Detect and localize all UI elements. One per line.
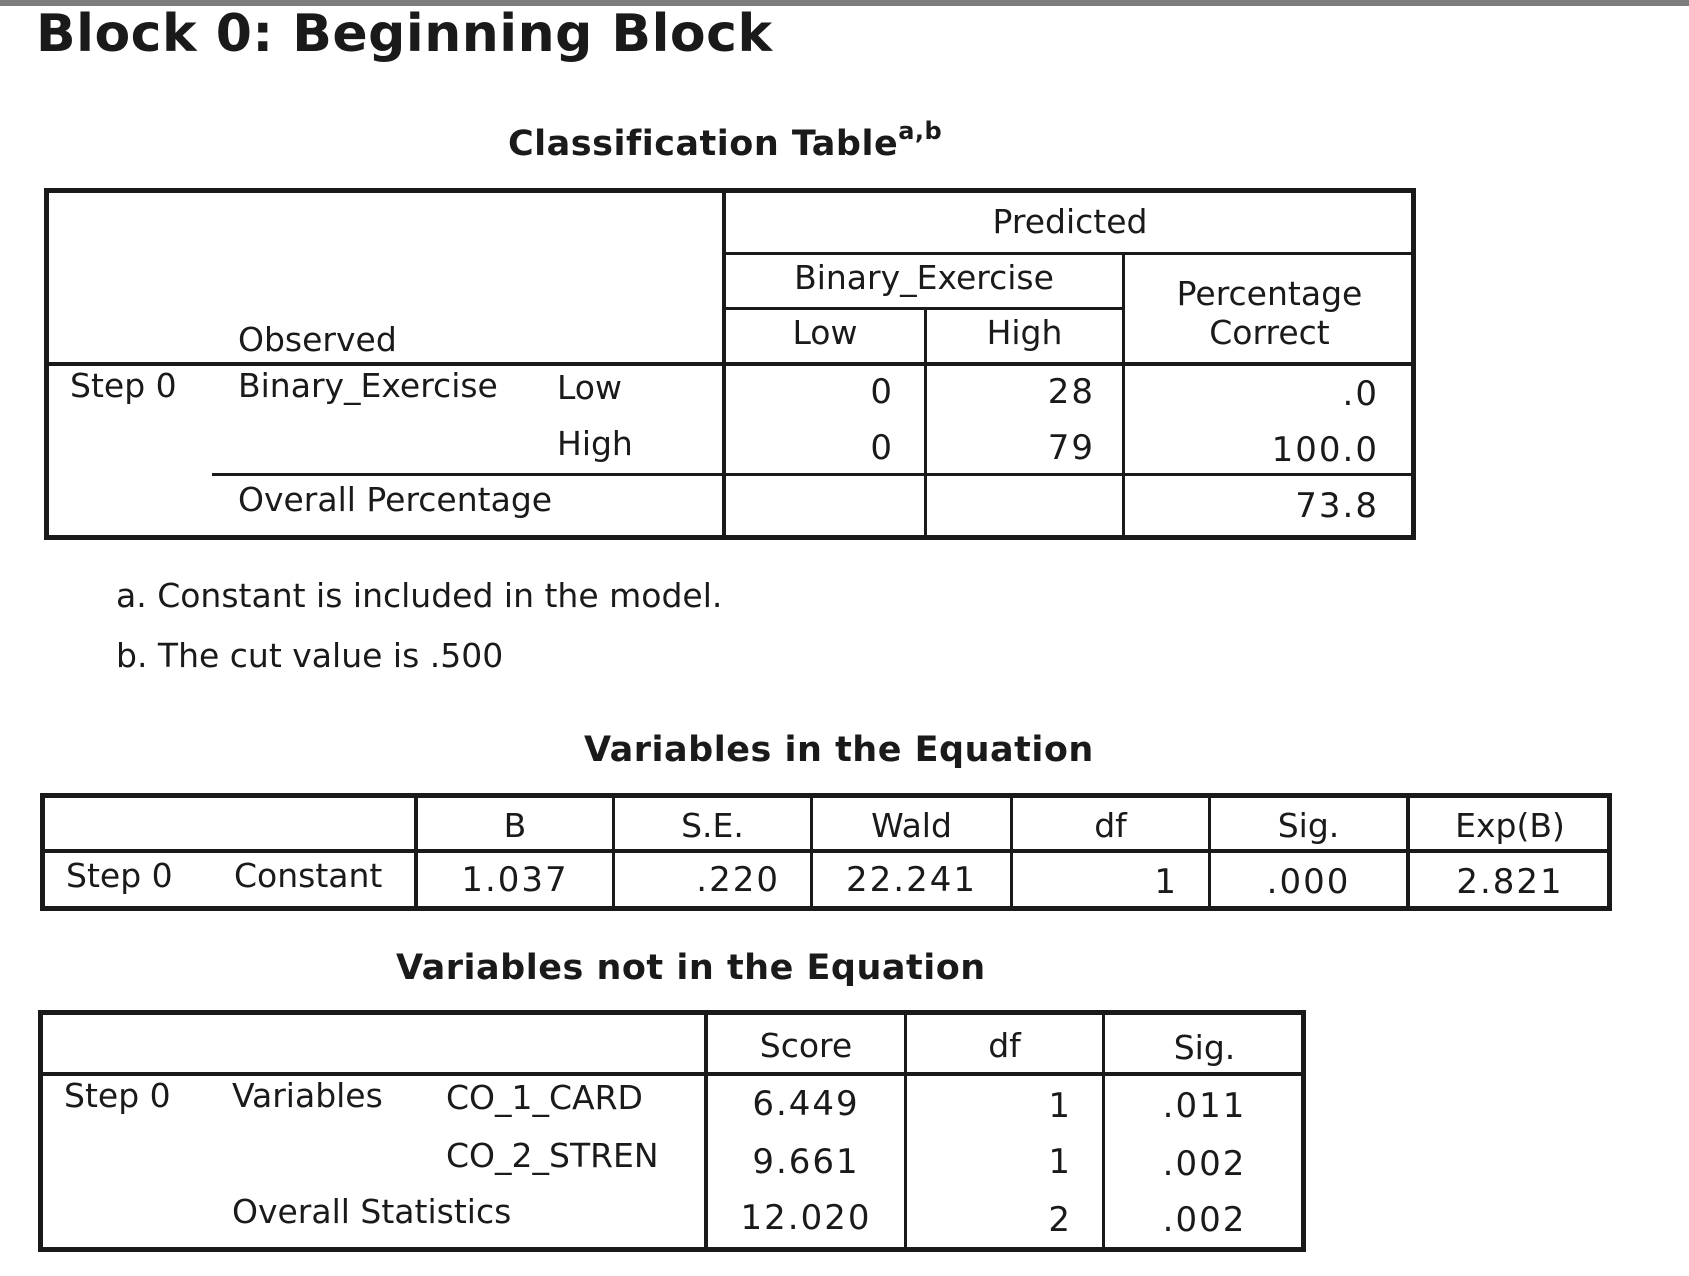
vie-constant-label: Constant — [234, 856, 383, 895]
variables-in-equation-title: Variables in the Equation — [584, 730, 1094, 770]
vnie-overall-score: 12.020 — [740, 1198, 872, 1238]
vnie-header-score: Score — [759, 1026, 853, 1065]
percentage-header-line2: Correct — [1209, 313, 1330, 352]
high-header: High — [986, 313, 1063, 352]
vie-header-df: df — [1094, 806, 1127, 845]
vnie-row1-score: 6.449 — [752, 1084, 860, 1124]
observed-header: Observed — [238, 320, 397, 359]
ct-high-pct-value: 100.0 — [1271, 430, 1379, 470]
vie-sig-value: .000 — [1266, 862, 1351, 902]
ct-step-label: Step 0 — [70, 366, 177, 405]
vnie-variables-label: Variables — [232, 1076, 383, 1115]
vnie-overall-label: Overall Statistics — [232, 1192, 512, 1231]
percentage-header-line1: Percentage — [1176, 274, 1363, 313]
ct-row-variable: Binary_Exercise — [238, 366, 498, 405]
vnie-row1-sig: .011 — [1162, 1086, 1247, 1126]
ct-row-low: Low — [557, 368, 622, 407]
vie-header-sig: Sig. — [1277, 806, 1340, 845]
binary-exercise-header: Binary_Exercise — [794, 258, 1054, 297]
classification-title-footnote-marks: a,b — [898, 117, 943, 145]
vie-header-b: B — [503, 806, 527, 845]
classification-title-text: Classification Table — [508, 124, 899, 164]
ct-row-high: High — [557, 424, 633, 463]
vie-header-se: S.E. — [681, 806, 744, 845]
vnie-header-sig: Sig. — [1173, 1028, 1236, 1067]
low-header: Low — [792, 313, 858, 352]
vnie-overall-df: 2 — [1048, 1200, 1072, 1240]
ct-low-high-value: 28 — [1047, 372, 1095, 412]
ct-high-high-value: 79 — [1047, 428, 1095, 468]
ct-high-low-value: 0 — [870, 428, 894, 468]
vie-se-value: .220 — [696, 860, 780, 900]
predicted-header: Predicted — [992, 202, 1148, 241]
vie-df-value: 1 — [1154, 862, 1178, 902]
vie-header-expb: Exp(B) — [1455, 806, 1565, 845]
vie-hline-header — [42, 849, 1610, 853]
vie-step-label: Step 0 — [66, 856, 173, 895]
vie-wald-value: 22.241 — [846, 860, 977, 900]
vie-b-value: 1.037 — [461, 860, 569, 900]
vie-expb-value: 2.821 — [1456, 862, 1564, 902]
vnie-row2-sig: .002 — [1162, 1144, 1247, 1184]
vnie-hline-header — [40, 1072, 1304, 1076]
block-title: Block 0: Beginning Block — [36, 4, 773, 64]
vnie-row1-name: CO_1_CARD — [446, 1078, 643, 1117]
vnie-row2-df: 1 — [1048, 1142, 1072, 1182]
vnie-row2-name: CO_2_STREN — [446, 1136, 659, 1175]
vnie-overall-sig: .002 — [1162, 1200, 1247, 1240]
footnote-b: b. The cut value is .500 — [116, 636, 504, 675]
ct-low-pct-value: .0 — [1342, 374, 1379, 414]
ct-overall-pct-value: 73.8 — [1295, 486, 1379, 526]
vie-header-wald: Wald — [871, 806, 952, 845]
vnie-row2-score: 9.661 — [752, 1142, 860, 1182]
vnie-row1-df: 1 — [1048, 1086, 1072, 1126]
vnie-header-df: df — [988, 1026, 1021, 1065]
classification-table-title — [508, 117, 943, 164]
variables-not-in-equation-title: Variables not in the Equation — [396, 948, 986, 988]
footnote-a: a. Constant is included in the model. — [116, 576, 723, 615]
ct-hline-binary — [724, 307, 1124, 310]
vnie-step-label: Step 0 — [64, 1076, 171, 1115]
ct-overall-label: Overall Percentage — [238, 480, 553, 519]
ct-hline-predicted — [724, 252, 1414, 255]
ct-hline-overall — [212, 473, 1414, 476]
ct-low-low-value: 0 — [870, 372, 894, 412]
